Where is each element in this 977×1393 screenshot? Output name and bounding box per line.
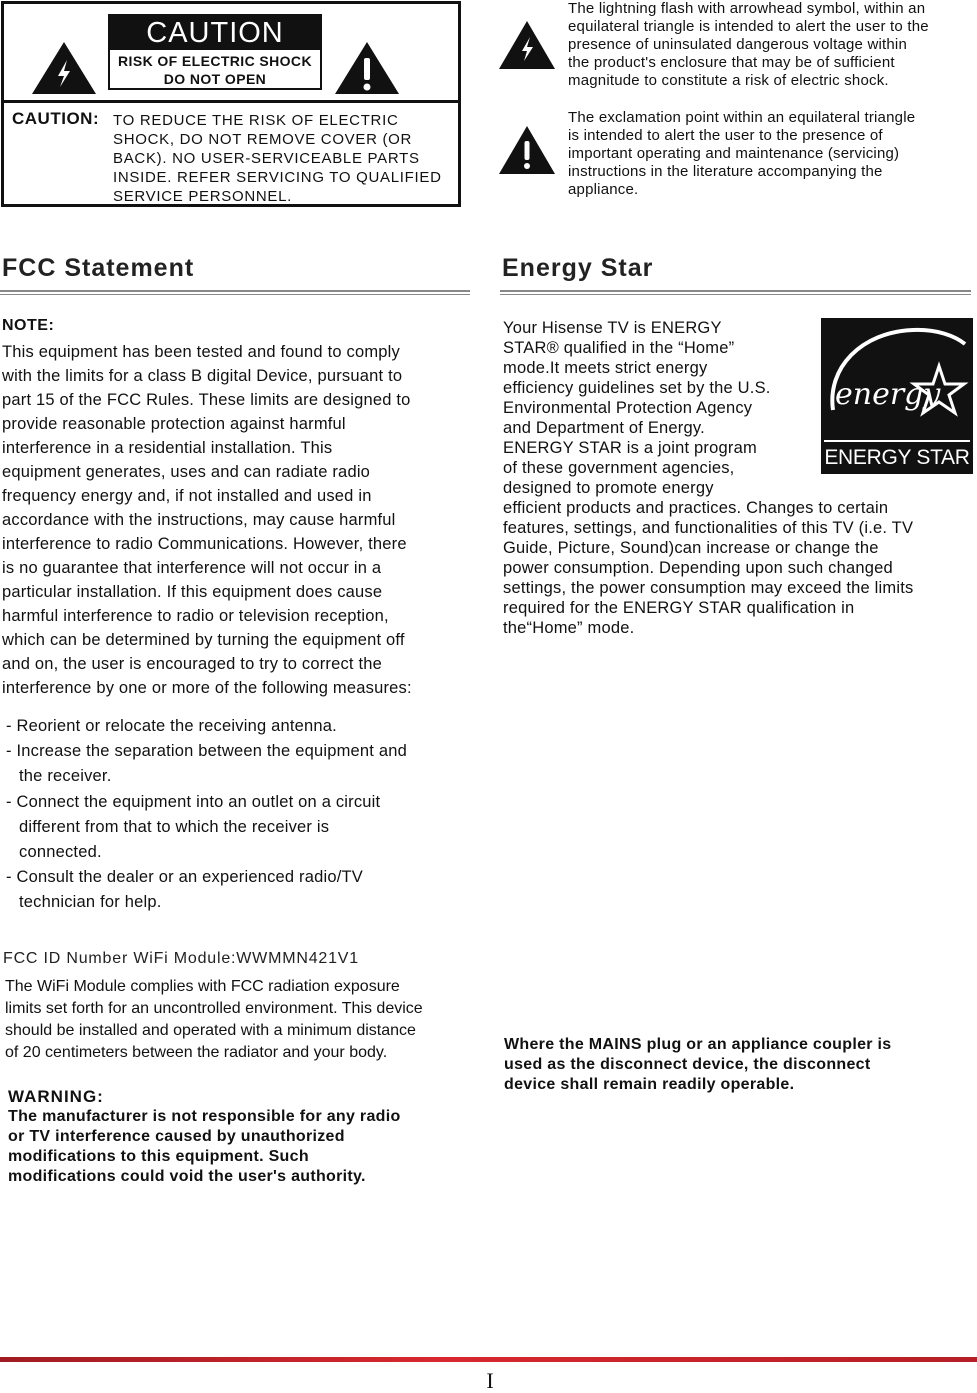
- energy-star-logo: [821, 318, 973, 474]
- fcc-note-line: equipment generates, uses and can radiate radio: [2, 463, 371, 481]
- footer-bar: [0, 1357, 977, 1362]
- energy-text-line: of these government agencies,: [503, 459, 735, 477]
- exclamation-explanation-line: important operating and maintenance (servicing): [568, 145, 900, 162]
- lightning-explanation-line: presence of uninsulated dangerous voltage within: [568, 36, 907, 53]
- caution-label: CAUTION:: [12, 109, 100, 128]
- lightning-explanation-line: equilateral triangle is intended to alert the user to the: [568, 18, 929, 35]
- energy-star-label: ENERGY STAR: [824, 440, 970, 473]
- exclamation-explanation-line: appliance.: [568, 181, 639, 198]
- energy-text-line: power consumption. Depending upon such changed: [503, 559, 893, 577]
- lightning-warning-icon: [498, 20, 556, 70]
- energy-section-title: Energy Star: [502, 254, 654, 282]
- fcc-measure-item: the receiver.: [19, 767, 112, 785]
- energy-text-line: designed to promote energy: [503, 479, 714, 497]
- energy-text-line: Your Hisense TV is ENERGY: [503, 319, 722, 337]
- fcc-measure-item: technician for help.: [19, 893, 162, 911]
- caution-banner-line2: DO NOT OPEN: [163, 71, 267, 87]
- fcc-note-line: provide reasonable protection against harmful: [2, 415, 346, 433]
- fcc-section-title: FCC Statement: [2, 254, 195, 282]
- exclamation-warning-icon: [333, 40, 401, 96]
- fcc-measure-item: different from that to which the receiver is: [19, 818, 330, 836]
- wifi-compliance-line: should be installed and operated with a minimum distance: [5, 1022, 416, 1039]
- energy-text-line: Guide, Picture, Sound)can increase or change the: [503, 539, 879, 557]
- mains-text-line: device shall remain readily operable.: [504, 1076, 795, 1093]
- exclamation-explanation-line: The exclamation point within an equilateral triangle: [568, 109, 916, 126]
- energy-text-line: ENERGY STAR is a joint program: [503, 439, 757, 457]
- fcc-title-rule: [0, 290, 470, 295]
- energy-text-line: mode.It meets strict energy: [503, 359, 708, 377]
- fcc-note-line: interference to radio Communications. However, there: [2, 535, 407, 553]
- warning-text-line: modifications to this equipment. Such: [8, 1148, 309, 1165]
- energy-text-line: STAR® qualified in the “Home”: [503, 339, 735, 357]
- energy-star-emblem-icon: [821, 318, 973, 438]
- fcc-note-line: and on, the user is encouraged to try to correct the: [2, 655, 383, 673]
- fcc-note-line: harmful interference to radio or television reception,: [2, 607, 389, 625]
- fcc-measure-item: - Consult the dealer or an experienced radio/TV: [6, 868, 364, 886]
- fcc-note-line: is no guarantee that interference will not occur in a: [2, 559, 382, 577]
- energy-text-line: efficient products and practices. Changes to certain: [503, 499, 889, 517]
- energy-text-line: settings, the power consumption may exceed the limits: [503, 579, 914, 597]
- warning-text-line: modifications could void the user's authority.: [8, 1168, 366, 1185]
- mains-text-line: used as the disconnect device, the disconnect: [504, 1056, 871, 1073]
- lightning-explanation-line: The lightning flash with arrowhead symbol, within an: [568, 0, 926, 17]
- caution-text-line: BACK). NO USER-SERVICEABLE PARTS: [113, 150, 420, 167]
- fcc-note-line: This equipment has been tested and found to comply: [2, 343, 400, 361]
- fcc-note-line: frequency energy and, if not installed and used in: [2, 487, 372, 505]
- caution-text-line: INSIDE. REFER SERVICING TO QUALIFIED: [113, 169, 442, 186]
- caution-text-line: SHOCK, DO NOT REMOVE COVER (OR: [113, 131, 413, 148]
- fcc-note-line: which can be determined by turning the equipment off: [2, 631, 405, 649]
- warning-text-line: The manufacturer is not responsible for any radio: [8, 1108, 401, 1125]
- fcc-note-line: part 15 of the FCC Rules. These limits are designed to: [2, 391, 411, 409]
- wifi-compliance-line: The WiFi Module complies with FCC radiation exposure: [5, 978, 400, 995]
- energy-text-line: Environmental Protection Agency: [503, 399, 753, 417]
- exclamation-warning-icon: [498, 125, 556, 175]
- fcc-measure-item: - Reorient or relocate the receiving antenna.: [6, 717, 337, 735]
- fcc-note-label: NOTE:: [2, 317, 55, 334]
- mains-text-line: Where the MAINS plug or an appliance coupler is: [504, 1036, 892, 1053]
- exclamation-explanation-line: instructions in the literature accompanying the: [568, 163, 883, 180]
- warning-label: WARNING:: [8, 1087, 104, 1106]
- fcc-note-line: particular installation. If this equipment does cause: [2, 583, 383, 601]
- caution-box: [1, 1, 461, 207]
- lightning-warning-icon: [30, 40, 98, 96]
- energy-text-line: the“Home” mode.: [503, 619, 635, 637]
- exclamation-explanation-line: is intended to alert the user to the presence of: [568, 127, 883, 144]
- wifi-compliance-line: limits set forth for an uncontrolled environment. This device: [5, 1000, 423, 1017]
- energy-text-line: features, settings, and functionalities of this TV (i.e. TV: [503, 519, 914, 537]
- caution-text-line: SERVICE PERSONNEL.: [113, 188, 293, 205]
- fcc-note-line: accordance with the instructions, may cause harmful: [2, 511, 396, 529]
- page-number: I: [486, 1368, 494, 1393]
- caution-text-line: TO REDUCE THE RISK OF ELECTRIC: [113, 112, 399, 129]
- caution-banner: [108, 14, 322, 90]
- fcc-measure-item: - Connect the equipment into an outlet on a circuit: [6, 793, 381, 811]
- fcc-measure-item: - Increase the separation between the equipment and: [6, 742, 407, 760]
- fcc-note-line: with the limits for a class B digital Device, pursuant to: [2, 367, 403, 385]
- energy-text-line: and Department of Energy.: [503, 419, 705, 437]
- lightning-explanation-line: magnitude to constitute a risk of electric shock.: [568, 72, 889, 89]
- caution-banner-line1: RISK OF ELECTRIC SHOCK: [118, 53, 312, 69]
- warning-text-line: or TV interference caused by unauthorized: [8, 1128, 345, 1145]
- caution-banner-title: CAUTION: [110, 16, 320, 50]
- fcc-note-line: interference by one or more of the following measures:: [2, 679, 412, 697]
- fcc-note-line: interference in a residential installation. This: [2, 439, 333, 457]
- fcc-measure-item: connected.: [19, 843, 102, 861]
- wifi-compliance-line: of 20 centimeters between the radiator and your body.: [5, 1044, 388, 1061]
- energy-text-line: efficiency guidelines set by the U.S.: [503, 379, 771, 397]
- energy-text-line: required for the ENERGY STAR qualification in: [503, 599, 855, 617]
- lightning-explanation-line: the product's enclosure that may be of sufficient: [568, 54, 895, 71]
- caution-divider: [4, 100, 458, 103]
- energy-logo-script: energy: [835, 377, 941, 412]
- energy-title-rule: [500, 290, 971, 295]
- fcc-id-line: FCC ID Number WiFi Module:WWMMN421V1: [3, 950, 359, 967]
